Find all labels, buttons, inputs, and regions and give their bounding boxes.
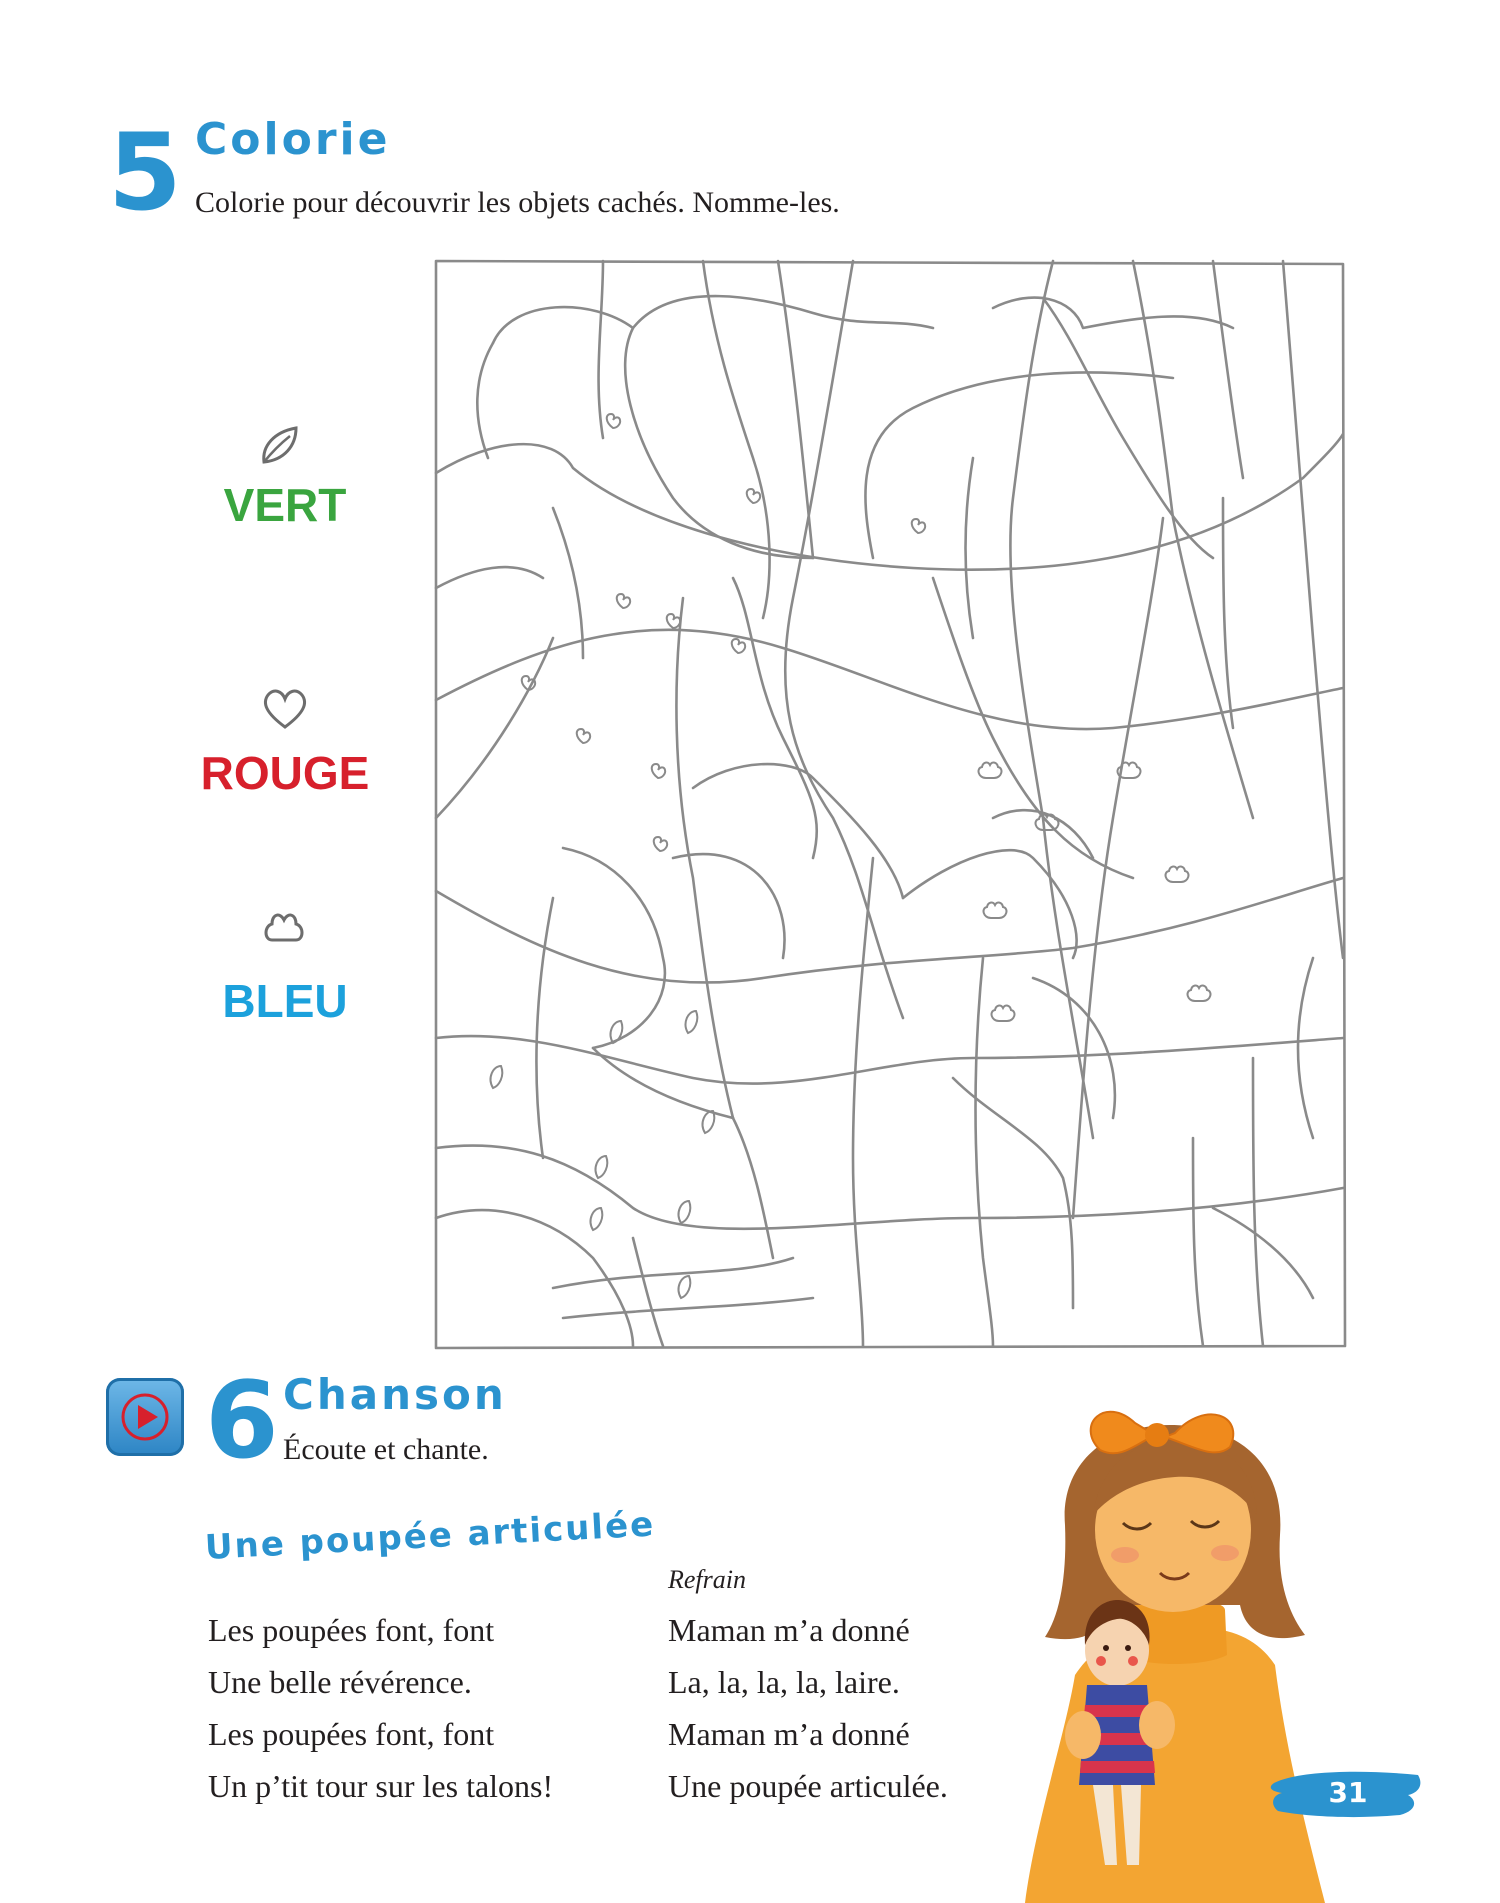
refrain-line: Une poupée articulée. <box>668 1768 948 1804</box>
play-icon <box>106 1378 184 1456</box>
verse <box>208 1604 553 1812</box>
refrain <box>668 1604 948 1812</box>
coloring-picture <box>433 258 1348 1350</box>
exercise-6-title: Chanson <box>283 1370 507 1419</box>
girl-with-doll-illustration <box>1005 1405 1345 1903</box>
page-number: 31 <box>1328 1776 1368 1809</box>
exercise-5-number: 5 <box>108 111 182 234</box>
verse-line: Un p’tit tour sur les talons! <box>208 1768 554 1804</box>
verse-line: Une belle révérence. <box>208 1664 472 1700</box>
exercise-6-instruction: Écoute et chante. <box>283 1433 489 1466</box>
leaf-icon <box>256 418 306 468</box>
song-title: Une poupée articulée <box>203 1504 657 1568</box>
cloud-icon <box>262 908 306 946</box>
exercise-6-number: 6 <box>205 1359 279 1482</box>
audio-play-button[interactable] <box>106 1378 184 1456</box>
exercise-5-title: Colorie <box>195 114 391 165</box>
heart-icon <box>260 685 310 733</box>
refrain-label: Refrain <box>668 1565 746 1594</box>
legend-label-bleu: BLEU <box>222 975 348 1027</box>
refrain-line: Maman m’a donné <box>668 1612 910 1648</box>
legend-label-vert: VERT <box>223 479 347 531</box>
legend-label-rouge: ROUGE <box>200 747 370 799</box>
page-number-badge <box>1268 1765 1428 1821</box>
verse-line: Les poupées font, font <box>208 1716 495 1752</box>
exercise-5-instruction: Colorie pour découvrir les objets cachés. Nomme-les. <box>195 186 840 219</box>
refrain-line: Maman m’a donné <box>668 1716 910 1752</box>
refrain-line: La, la, la, la, laire. <box>668 1664 900 1700</box>
verse-line: Les poupées font, font <box>208 1612 495 1648</box>
